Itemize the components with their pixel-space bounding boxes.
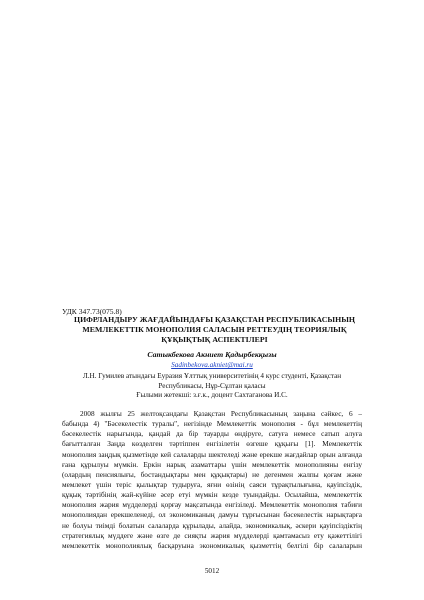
body-line: монополия заңдық қызметінде кей салаларды шектеледі және ерекше жағдайлар орын алғанда xyxy=(62,449,362,459)
udk-code: УДК 347.73(075.8) xyxy=(62,307,122,316)
author-email-link[interactable]: Sadinbekova.akniet@mai.ru xyxy=(171,361,253,369)
body-line: стратегиялық мүддеге және өзге де сияқты жария мүдделерді қамтамасыз ету қажеттілігі xyxy=(62,530,362,540)
title-line: ҚҰҚЫҚТЫҚ АСПЕКТІЛЕРІ xyxy=(161,335,268,344)
body-line: монополия жария мүдделерді қорғау мақсатында енгізіледі. Мемлекеттік монополия табиғи xyxy=(62,500,362,510)
body-line: мемлекет үшін теріс қылықтар тудыруға, яғни өзінің саяси тұрақтылығына, қауіпсіздік, xyxy=(62,479,362,489)
body-line: ғана құрылуы мүмкін. Еркін нарық азаматтары үшін мемлекеттік монополияны енгізу xyxy=(62,459,362,469)
body-line: 2008 жылғы 25 желтоқсандағы Қазақстан Республикасының заңына сәйкес, 6 – xyxy=(80,409,362,418)
article-body xyxy=(62,409,362,551)
body-line: мемлекеттік монополиялық басқаруына экономикалық қызметтің белгілі бір салаларын xyxy=(62,540,362,550)
author-affiliation xyxy=(62,372,362,401)
body-line: бағытталған Заңда көзделген тәртіппен енгізілетін өзгеше құқығы [1]. Мемлекеттік xyxy=(62,439,362,449)
author-name: Сатыкбекова Акниет Қадырбекқызы xyxy=(147,350,277,359)
affiliation-line: Л.Н. Гумилев атындағы Еуразия Ұлттық университетінің 4 курс студенті, Қазақстан xyxy=(82,372,342,380)
title-line: МЕМЛЕКЕТТІК МОНОПОЛИЯ САЛАСЫН РЕТТЕУДІҢ ТЕОРИЯЛЫҚ xyxy=(82,325,347,334)
body-line: монополиядан ерекшеленеді, ол экономиканың дамуы тұрғысынан бәсекелестік нарықтарға xyxy=(62,510,362,520)
body-line: құқық тәртібінің жай-күйіне әсер етуі мүмкін кезде туындайды. Осылайша, мемлекеттік xyxy=(62,490,362,500)
body-line: не болуы тиімді болатын салаларда құрылады, алайда, экономикалық, әскери қауіпсіздіктің xyxy=(62,520,362,530)
body-line: (олардың пенсиялығы, бостандықтары мен құқықтары) не дегенмен жалпы қоғам және xyxy=(62,469,362,479)
title-line: ЦИФРЛАНДЫРУ ЖАҒДАЙЫНДАҒЫ ҚАЗАҚСТАН РЕСПУБЛИКАСЫНЫҢ xyxy=(73,315,356,324)
article-title xyxy=(62,315,367,345)
affiliation-line: Ғылыми жетекші: з.ғ.к., доцент Сахтаганова И.С. xyxy=(136,391,288,400)
body-line: бабында 4) "Бәсекелестік туралы", негізінде Мемлекеттік монополия - бұл мемлекеттің xyxy=(62,419,362,429)
affiliation-line: Республикасы, Нұр-Сұлтан қаласы xyxy=(158,381,266,390)
page-number: 5012 xyxy=(204,567,220,575)
body-line: бәсекелестік нарығында, қандай да бір тауарды өндіруге, сатуға немесе сатып алуға xyxy=(62,429,362,439)
